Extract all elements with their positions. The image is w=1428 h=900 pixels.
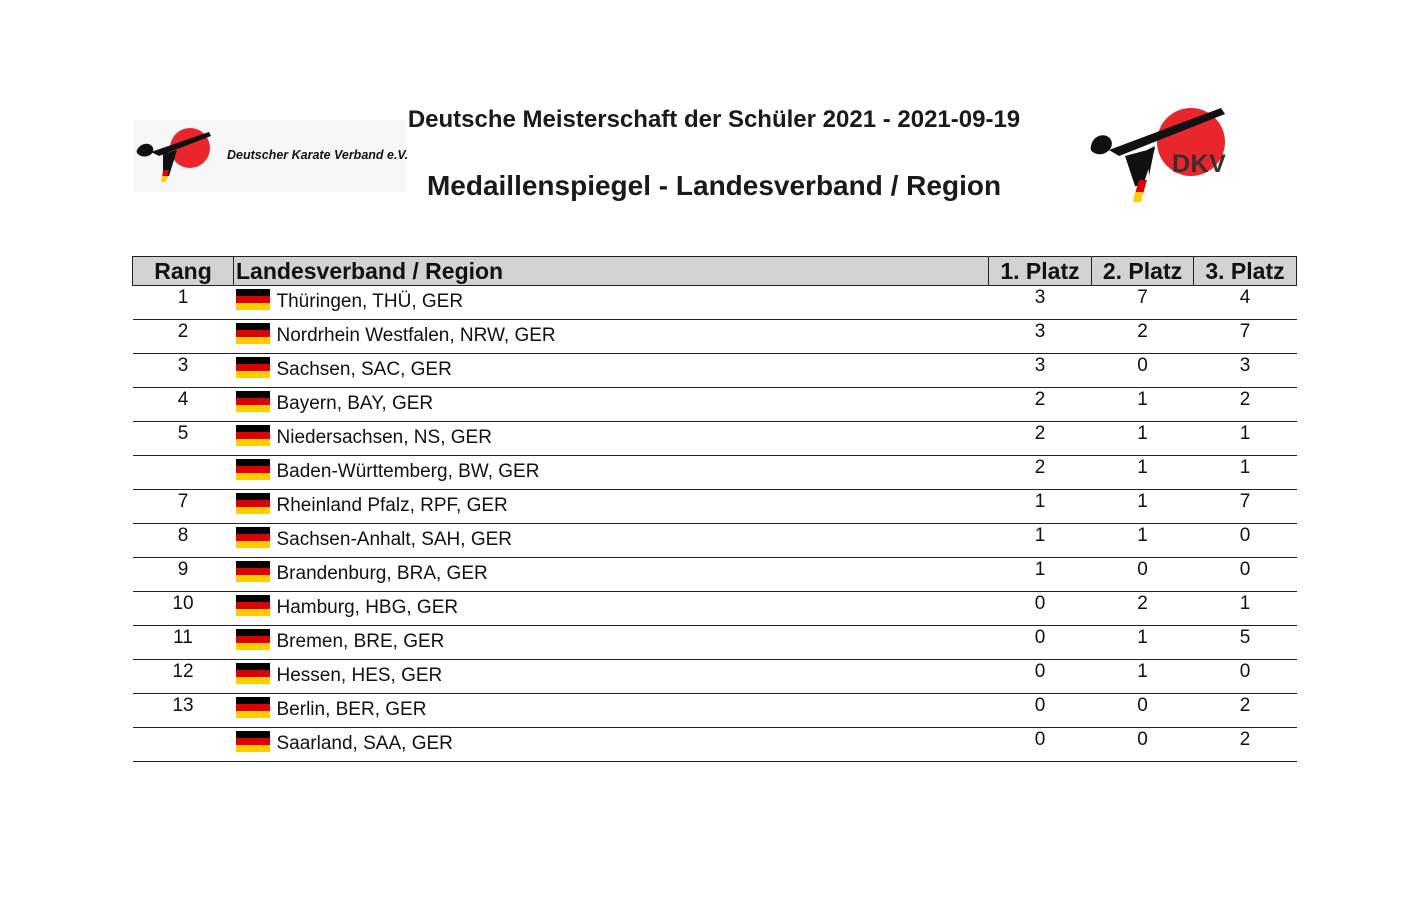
third-place-count: 5 [1194, 626, 1297, 660]
table-row [133, 694, 1297, 728]
region-cell [234, 456, 989, 490]
germany-flag-icon [236, 357, 270, 378]
document-title: Deutsche Meisterschaft der Schüler 2021 - 2021-09-19 [407, 106, 1021, 133]
region-name: Nordrhein Westfalen, NRW, GER [276, 325, 556, 346]
germany-flag-icon [236, 323, 270, 344]
second-place-count: 2 [1092, 592, 1194, 626]
table-row [133, 388, 1297, 422]
rank-cell: 1 [133, 286, 234, 320]
rank-cell: 5 [133, 422, 234, 456]
table-row [133, 592, 1297, 626]
second-place-count: 1 [1092, 490, 1194, 524]
region-cell [234, 660, 989, 694]
logo-left-text: Deutscher Karate Verband e.V. [227, 148, 409, 162]
region-cell [234, 490, 989, 524]
region-cell [234, 694, 989, 728]
rank-cell [133, 728, 234, 762]
germany-flag-icon [236, 425, 270, 446]
third-place-count: 2 [1194, 694, 1297, 728]
region-name: Bayern, BAY, GER [276, 393, 434, 414]
third-place-count: 0 [1194, 524, 1297, 558]
table-row [133, 660, 1297, 694]
germany-flag-icon [236, 289, 270, 310]
germany-flag-icon [236, 663, 270, 684]
region-cell [234, 422, 989, 456]
germany-flag-icon [236, 493, 270, 514]
third-place-count: 7 [1194, 490, 1297, 524]
second-place-count: 1 [1092, 388, 1194, 422]
region-name: Berlin, BER, GER [276, 699, 427, 720]
second-place-count: 0 [1092, 558, 1194, 592]
germany-flag-icon [236, 629, 270, 650]
second-place-count: 1 [1092, 660, 1194, 694]
rank-cell: 2 [133, 320, 234, 354]
table-row [133, 456, 1297, 490]
third-place-count: 7 [1194, 320, 1297, 354]
second-place-count: 7 [1092, 286, 1194, 320]
third-place-count: 1 [1194, 592, 1297, 626]
region-cell [234, 728, 989, 762]
column-header-third-place: 3. Platz [1194, 257, 1297, 286]
first-place-count: 0 [989, 592, 1092, 626]
rank-cell: 3 [133, 354, 234, 388]
third-place-count: 4 [1194, 286, 1297, 320]
table-row [133, 558, 1297, 592]
second-place-count: 1 [1092, 626, 1194, 660]
region-cell [234, 524, 989, 558]
region-name: Rheinland Pfalz, RPF, GER [276, 495, 508, 516]
second-place-count: 2 [1092, 320, 1194, 354]
first-place-count: 0 [989, 728, 1092, 762]
first-place-count: 3 [989, 286, 1092, 320]
column-header-first-place: 1. Platz [989, 257, 1092, 286]
region-cell [234, 286, 989, 320]
germany-flag-icon [236, 697, 270, 718]
region-cell [234, 592, 989, 626]
table-row [133, 320, 1297, 354]
second-place-count: 1 [1092, 422, 1194, 456]
region-name: Saarland, SAA, GER [276, 733, 453, 754]
karate-fighter-logo-icon [133, 120, 223, 192]
first-place-count: 3 [989, 354, 1092, 388]
third-place-count: 1 [1194, 422, 1297, 456]
column-header-region: Landesverband / Region [234, 257, 989, 286]
rank-cell: 8 [133, 524, 234, 558]
third-place-count: 0 [1194, 660, 1297, 694]
rank-cell: 4 [133, 388, 234, 422]
region-name: Hamburg, HBG, GER [276, 597, 459, 618]
germany-flag-icon [236, 595, 270, 616]
document-subtitle: Medaillenspiegel - Landesverband / Region [426, 170, 1002, 201]
rank-cell: 10 [133, 592, 234, 626]
rank-cell: 7 [133, 490, 234, 524]
table-row [133, 422, 1297, 456]
third-place-count: 1 [1194, 456, 1297, 490]
region-cell [234, 320, 989, 354]
second-place-count: 0 [1092, 694, 1194, 728]
table-row [133, 626, 1297, 660]
table-row [133, 728, 1297, 762]
rank-cell: 13 [133, 694, 234, 728]
region-name: Baden-Württemberg, BW, GER [276, 461, 540, 482]
table-row [133, 354, 1297, 388]
first-place-count: 1 [989, 558, 1092, 592]
third-place-count: 3 [1194, 354, 1297, 388]
region-name: Hessen, HES, GER [276, 665, 443, 686]
rank-cell [133, 456, 234, 490]
second-place-count: 1 [1092, 456, 1194, 490]
second-place-count: 0 [1092, 728, 1194, 762]
region-cell [234, 388, 989, 422]
first-place-count: 1 [989, 490, 1092, 524]
second-place-count: 0 [1092, 354, 1194, 388]
germany-flag-icon [236, 561, 270, 582]
medal-table [132, 256, 1297, 762]
dkv-logo-right [1085, 106, 1235, 206]
first-place-count: 2 [989, 422, 1092, 456]
first-place-count: 0 [989, 660, 1092, 694]
region-name: Sachsen, SAC, GER [276, 359, 452, 380]
germany-flag-icon [236, 731, 270, 752]
table-row [133, 490, 1297, 524]
first-place-count: 1 [989, 524, 1092, 558]
medal-table-body [133, 286, 1297, 762]
first-place-count: 2 [989, 456, 1092, 490]
germany-flag-icon [236, 459, 270, 480]
region-name: Niedersachsen, NS, GER [276, 427, 492, 448]
germany-flag-icon [236, 527, 270, 548]
column-header-rank: Rang [133, 257, 234, 286]
first-place-count: 0 [989, 694, 1092, 728]
second-place-count: 1 [1092, 524, 1194, 558]
germany-flag-icon [236, 391, 270, 412]
region-name: Thüringen, THÜ, GER [276, 291, 464, 312]
first-place-count: 3 [989, 320, 1092, 354]
first-place-count: 2 [989, 388, 1092, 422]
region-name: Sachsen-Anhalt, SAH, GER [276, 529, 512, 550]
third-place-count: 2 [1194, 388, 1297, 422]
rank-cell: 12 [133, 660, 234, 694]
third-place-count: 2 [1194, 728, 1297, 762]
region-name: Bremen, BRE, GER [276, 631, 445, 652]
table-row [133, 286, 1297, 320]
region-name: Brandenburg, BRA, GER [276, 563, 488, 584]
rank-cell: 11 [133, 626, 234, 660]
third-place-count: 0 [1194, 558, 1297, 592]
rank-cell: 9 [133, 558, 234, 592]
first-place-count: 0 [989, 626, 1092, 660]
table-header-row [133, 257, 1297, 286]
region-cell [234, 558, 989, 592]
logo-right-text: DKV [1172, 150, 1227, 178]
column-header-second-place: 2. Platz [1092, 257, 1194, 286]
table-row [133, 524, 1297, 558]
region-cell [234, 354, 989, 388]
region-cell [234, 626, 989, 660]
